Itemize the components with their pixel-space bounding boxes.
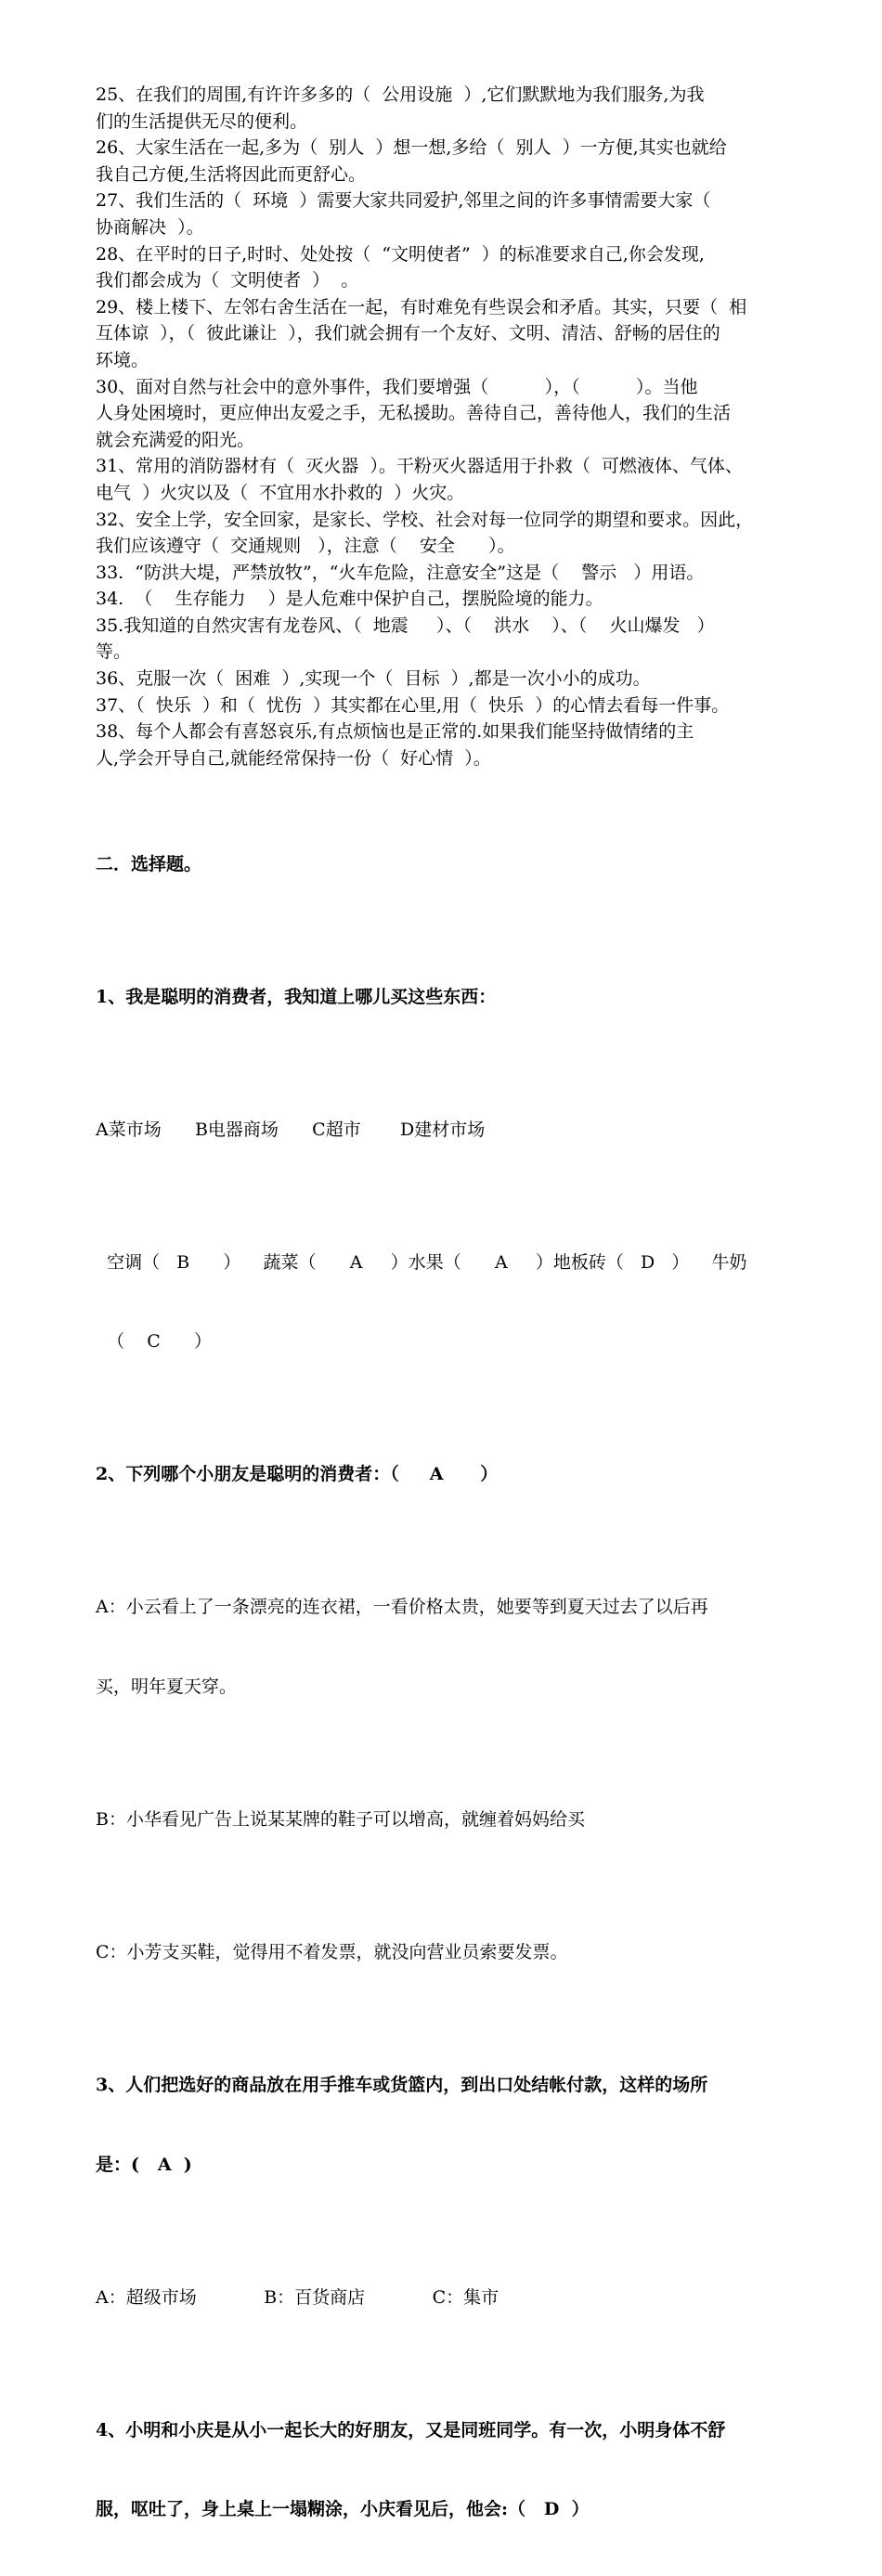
fill-in-line: 37、（ 快乐 ）和（ 忧伤 ）其实都在心里,用（ 快乐 ）的心情去看每一件事。 (96, 694, 730, 716)
fill-in-item (96, 693, 801, 719)
fill-in-item (96, 507, 801, 560)
question-3: 3、人们把选好的商品放在用手推车或货篮内，到出口处结帐付款，这样的场所 是：( A ) (96, 2074, 708, 2175)
fill-in-item (96, 666, 801, 693)
fill-in-line: 30、面对自然与社会中的意外事件，我们要增强（ ），（ ）。当他 (96, 376, 698, 397)
fill-in-line: 35.我知道的自然灾害有龙卷风、（ 地震 ）、（ 洪水 ）、（ 火山爆发 ） (96, 615, 715, 636)
question-1: 1、我是聪明的消费者，我知道上哪儿买这些东西： (96, 986, 497, 1007)
fill-in-line: 25、在我们的周围,有许许多多的（ 公用设施 ）,它们默默地为我们服务,为我 (96, 84, 705, 105)
fill-in-line: 我自己方便,生活将因此而更舒心。 (96, 163, 367, 185)
fill-in-line: 协商解决 ）。 (96, 216, 204, 238)
fill-in-line: 我们应该遵守（ 交通规则 ），注意（ 安全 ）。 (96, 536, 515, 557)
fill-in-item (96, 374, 801, 454)
fill-in-item (96, 294, 801, 374)
fill-in-line: 26、大家生活在一起,多为（ 别人 ）想一想,多给（ 别人 ）一方便,其实也就给 (96, 137, 727, 159)
fill-in-item (96, 82, 801, 135)
section-gap (96, 771, 801, 797)
fill-in-item (96, 241, 801, 294)
question-2-option-c: C：小芳支买鞋，觉得用不着发票，就没向营业员索要发票。 (96, 1941, 568, 1962)
fill-in-line: 就会充满爱的阳光。 (96, 429, 255, 450)
fill-in-line: 31、常用的消防器材有（ 灭火器 ）。干粉灭火器适用于扑救（ 可燃液体、气体、 (96, 456, 743, 477)
fill-in-line: 32、安全上学，安全回家，是家长、学校、社会对每一位同学的期望和要求。因此， (96, 509, 754, 530)
fill-in-line: 36、克服一次（ 困难 ）,实现一个（ 目标 ）,都是一次小小的成功。 (96, 668, 651, 690)
fill-in-line: 28、在平时的日子,时时、处处按（ “文明使者” ）的标准要求自己,你会发现, (96, 243, 705, 265)
fill-in-item (96, 560, 801, 587)
question-1-options: A菜市场 B电器商场 C超市 D建材市场 (96, 1119, 486, 1140)
question-2-option-a: A：小云看上了一条漂亮的连衣裙，一看价格太贵，她要等到夏天过去了以后再 买，明年夏天穿。 (96, 1597, 708, 1698)
fill-in-line: 们的生活提供无尽的便利。 (96, 110, 308, 132)
fill-in-line: 人,学会开导自己,就能经常保持一份（ 好心情 ）。 (96, 747, 491, 769)
question-3-options: A：超级市场 B：百货商店 C：集市 (96, 2286, 499, 2308)
section-title: 二．选择题。 (96, 853, 202, 874)
fill-in-line: 27、我们生活的（ 环境 ）需要大家共同爱护,邻里之间的许多事情需要大家（ (96, 190, 711, 212)
fill-in-item (96, 188, 801, 240)
fill-in-line: 38、每个人都会有喜怒哀乐,有点烦恼也是正常的.如果我们能坚持做情绪的主 (96, 721, 694, 743)
fill-in-item (96, 718, 801, 771)
fill-in-line: 33. “防洪大堤，严禁放牧”，“火车危险，注意安全”这是（ 警示 ）用语。 (96, 562, 705, 583)
fill-in-line: 人身处困境时，更应伸出友爱之手，无私援助。善待自己，善待他人，我们的生活 (96, 403, 732, 424)
fill-in-line: 电气 ）火灾以及（ 不宜用水扑救的 ）火灾。 (96, 482, 465, 503)
question-2: 2、下列哪个小朋友是聪明的消费者：（ A ） (96, 1464, 499, 1485)
fill-in-line: 29、楼上楼下、左邻右舍生活在一起，有时难免有些误会和矛盾。其实，只要（ 相 (96, 296, 747, 317)
fill-in-item (96, 135, 801, 188)
fill-in-line: 等。 (96, 641, 132, 663)
fill-in-line: 环境。 (96, 349, 149, 370)
question-4: 4、小明和小庆是从小一起长大的好朋友，又是同班同学。有一次，小明身体不舒 服，呕吐了，身上桌上一塌糊涂，小庆看见后，他会:（ D ） (96, 2419, 726, 2520)
fill-in-line: 互体谅 ），（ 彼此谦让 ），我们就会拥有一个友好、文明、清洁、舒畅的居住的 (96, 323, 720, 344)
document-content (96, 82, 801, 2576)
fill-in-line: 34. （ 生存能力 ）是人危难中保护自己，摆脱险境的能力。 (96, 589, 603, 610)
fill-in-item (96, 453, 801, 506)
fill-in-line: 我们都会成为（ 文明使者 ） 。 (96, 270, 359, 291)
fill-in-item (96, 586, 801, 613)
question-2-option-b: B：小华看见广告上说某某牌的鞋子可以增高，就缠着妈妈给买 (96, 1809, 585, 1830)
fill-in-item (96, 613, 801, 666)
question-1-answers: 空调（ B ） 蔬菜（ A ）水果（ A ）地板砖（ D ） 牛奶 （ C ） (96, 1251, 747, 1353)
fill-in-questions (96, 82, 801, 771)
